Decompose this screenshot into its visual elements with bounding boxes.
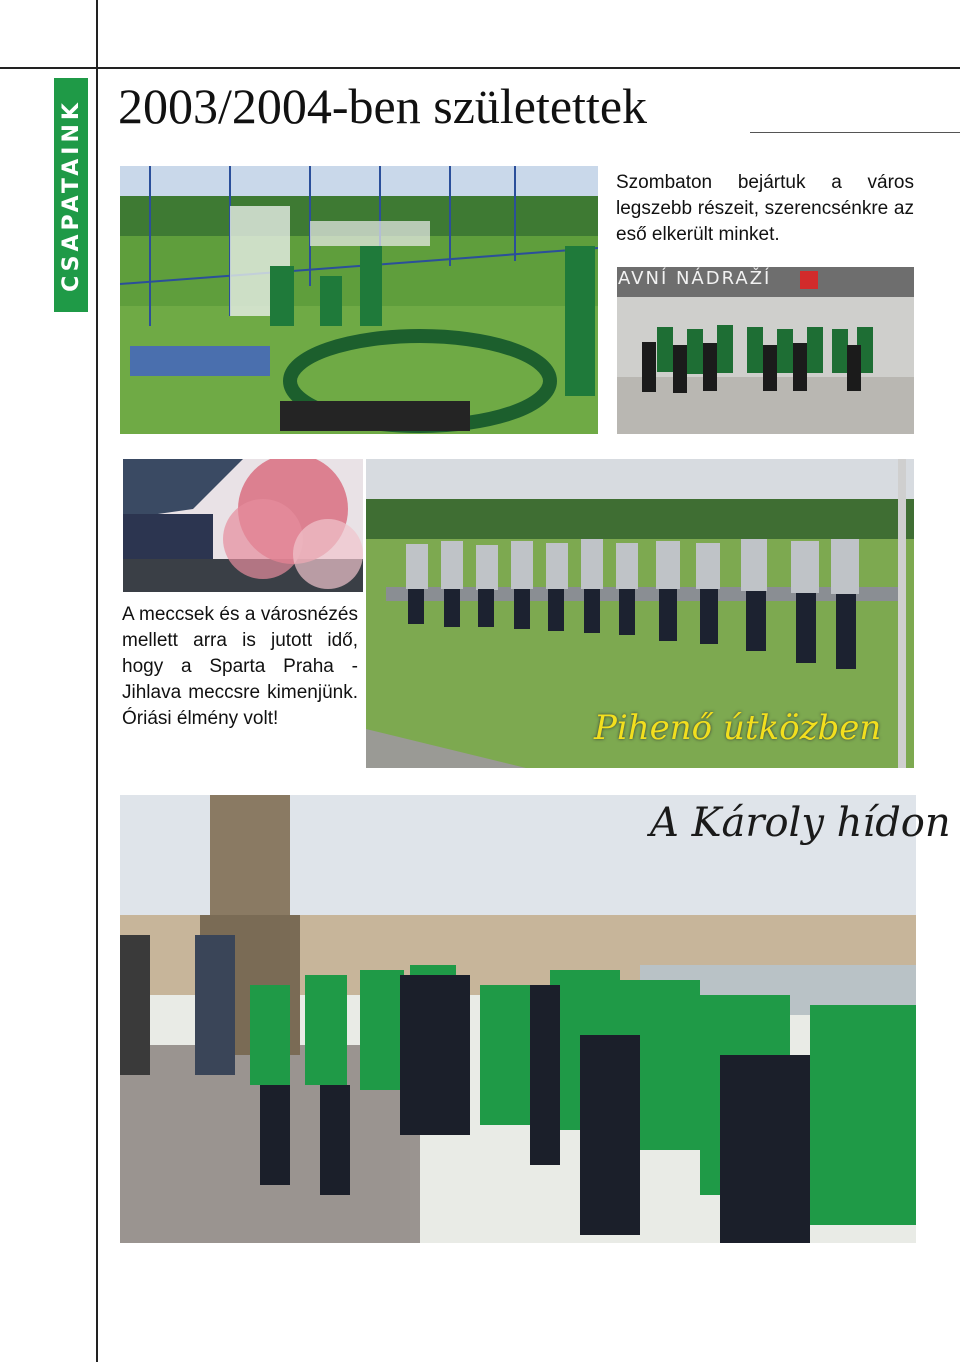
bridge-caption: A Károly hídon xyxy=(650,800,951,846)
horizontal-rule xyxy=(0,67,960,69)
photo-station xyxy=(617,267,914,434)
section-tab xyxy=(54,78,88,312)
caption-saturday: Szombaton bejártuk a város legszebb részeit, szerencsénkre az eső elkerült minket. xyxy=(616,172,914,245)
photo-charles-bridge xyxy=(120,795,916,1243)
rest-caption: Pihenő útközben xyxy=(594,708,882,748)
title-underline xyxy=(750,132,960,133)
photo-stadium xyxy=(123,459,363,592)
caption-match: A meccsek és a városnézés mellett arra is jutott idő, hogy a Sparta Praha - Jihlava meccsre kimenjünk. Óriási élmény volt! xyxy=(122,604,358,729)
vertical-rule xyxy=(96,0,98,1362)
station-sign: AVNÍ NÁDRAŽÍ xyxy=(618,268,772,289)
page-title: 2003/2004-ben születettek xyxy=(118,78,648,134)
section-tab-label: CSAPATAINK xyxy=(58,98,84,292)
photo-pitch xyxy=(120,166,598,434)
